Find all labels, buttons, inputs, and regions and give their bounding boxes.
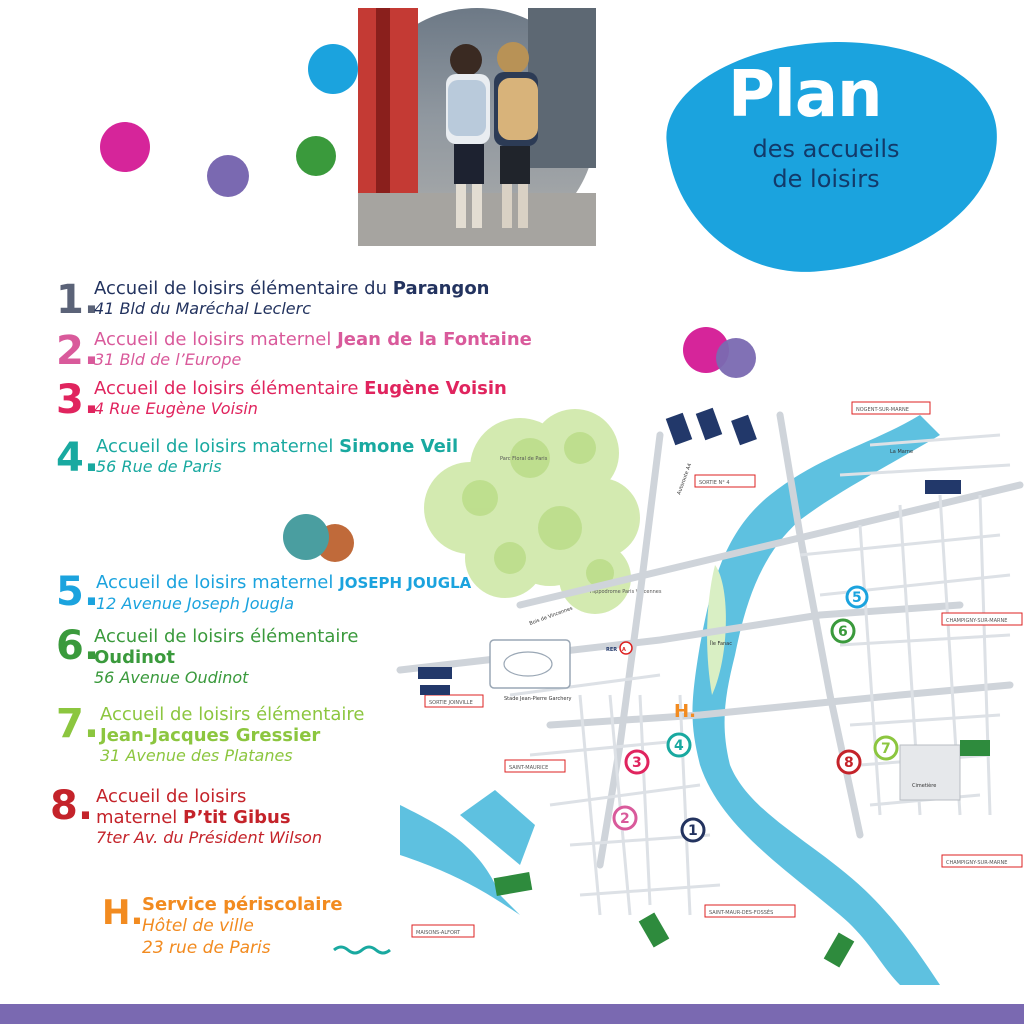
decor-dot-teal <box>283 514 329 560</box>
legend-name: P’tit Gibus <box>183 807 291 828</box>
legend-name: Simone Veil <box>339 436 459 457</box>
legend-number: 2. <box>56 328 100 374</box>
legend-address: 31 Bld de l’Europe <box>94 350 242 369</box>
legend-number: 8. <box>50 783 94 829</box>
legend-prefix: Accueil de loisirs élémentaire <box>100 704 365 725</box>
city-map <box>400 395 1024 985</box>
legend-address: 56 Rue de Paris <box>96 457 222 476</box>
hippodrome-label: Hippodrome Paris Vincennes <box>590 589 662 595</box>
service-line-1: Hôtel de ville <box>142 916 254 936</box>
autoroute-label: Autoroute A4 <box>676 462 694 496</box>
legend-prefix: Accueil de loisirs élémentaire du <box>94 278 393 299</box>
legend-address: 7ter Av. du Président Wilson <box>96 828 322 847</box>
decor-dot-magenta <box>100 122 150 172</box>
page-subtitle <box>706 134 946 194</box>
nogent-label: NOGENT-SUR-MARNE <box>856 407 909 413</box>
decor-dot-green <box>296 136 336 176</box>
decor-dot-purple <box>207 155 249 197</box>
map-marker-3 <box>626 751 648 773</box>
legend-prefix-2: maternel <box>96 807 183 828</box>
map-marker-8 <box>838 751 860 773</box>
legend-number: 7. <box>56 701 100 747</box>
ile-fanac-label: Île Fanac <box>710 641 732 647</box>
children-photo <box>358 8 596 246</box>
svg-text:4: 4 <box>674 738 684 754</box>
map-marker-7 <box>875 737 897 759</box>
saint-maurice-label: SAINT-MAURICE <box>509 765 549 771</box>
legend-name: Parangon <box>392 278 490 299</box>
champigny-label: CHAMPIGNY-SUR-MARNE <box>946 618 1008 624</box>
legend-address: 41 Bld du Maréchal Leclerc <box>94 299 312 318</box>
subtitle-line-1: des accueils <box>752 135 900 163</box>
cemetery-icon <box>900 745 960 800</box>
svg-text:1: 1 <box>688 823 698 839</box>
legend-name: Jean-Jacques Gressier <box>100 725 321 746</box>
subtitle-line-2: de loisirs <box>772 165 880 193</box>
legend-prefix: Accueil de loisirs élémentaire <box>94 626 359 647</box>
cemetery-label: Cimetière <box>912 783 937 789</box>
sortie-joinville-label: SORTIE JOINVILLE <box>429 700 473 706</box>
legend-prefix: Accueil de loisirs <box>96 786 247 807</box>
svg-text:3: 3 <box>632 755 642 771</box>
svg-text:2: 2 <box>620 811 630 827</box>
service-line-2: 23 rue de Paris <box>142 938 271 958</box>
legend-number: 6. <box>56 623 100 669</box>
legend-name: Jean de la Fontaine <box>337 329 532 350</box>
wave-decor-icon <box>332 942 394 958</box>
saint-maur-label: SAINT-MAUR-DES-FOSSÉS <box>709 910 774 916</box>
champigny-label-2: CHAMPIGNY-SUR-MARNE <box>946 860 1008 866</box>
legend-address: 12 Avenue Joseph Jougla <box>96 594 295 613</box>
legend-prefix: Accueil de loisirs maternel <box>96 436 340 457</box>
map-marker-5 <box>847 587 867 607</box>
legend-name: Eugène Voisin <box>364 378 507 399</box>
footer-bar <box>0 1004 1024 1024</box>
rer-label: RER <box>606 647 618 653</box>
map-marker-1 <box>682 819 704 841</box>
maisons-label: MAISONS-ALFORT <box>416 930 461 936</box>
svg-text:8: 8 <box>844 755 854 771</box>
sortie-4-label: SORTIE N° 4 <box>699 480 730 486</box>
decor-dot-purple-2 <box>716 338 756 378</box>
legend-prefix: Accueil de loisirs maternel <box>94 329 338 350</box>
stade-label: Stade Jean-Pierre Garchery <box>504 696 572 702</box>
map-marker-2 <box>614 807 636 829</box>
rer-line-label: A <box>622 647 626 653</box>
legend-number: 4. <box>56 435 100 481</box>
hotel-de-ville-marker: H. <box>674 701 696 722</box>
hotel-de-ville-icon: H. <box>102 893 144 933</box>
legend-prefix: Accueil de loisirs élémentaire <box>94 378 365 399</box>
legend-name: JOSEPH JOUGLA <box>339 574 472 592</box>
marne-label: La Marne <box>890 449 914 455</box>
stadium-icon <box>490 640 570 688</box>
svg-text:6: 6 <box>838 624 848 640</box>
map-marker-6 <box>832 620 854 642</box>
legend-number: 5. <box>56 569 100 615</box>
service-title: Service périscolaire <box>142 894 343 915</box>
bois-label: Bois de Vincennes <box>528 605 574 627</box>
decor-dot-sky <box>308 44 358 94</box>
page-title: Plan <box>728 58 882 132</box>
legend-number: 3. <box>56 377 100 423</box>
legend-number: 1. <box>56 277 100 323</box>
legend-address: 31 Avenue des Platanes <box>100 746 293 765</box>
svg-text:7: 7 <box>881 741 891 757</box>
legend-name: Oudinot <box>94 647 175 668</box>
legend-prefix: Accueil de loisirs maternel <box>96 572 340 593</box>
legend-address: 56 Avenue Oudinot <box>94 668 249 687</box>
parc-floral-label: Parc Floral de Paris <box>500 456 548 462</box>
svg-text:5: 5 <box>852 590 862 606</box>
legend-address: 4 Rue Eugène Voisin <box>94 399 258 418</box>
map-marker-4 <box>668 734 690 756</box>
